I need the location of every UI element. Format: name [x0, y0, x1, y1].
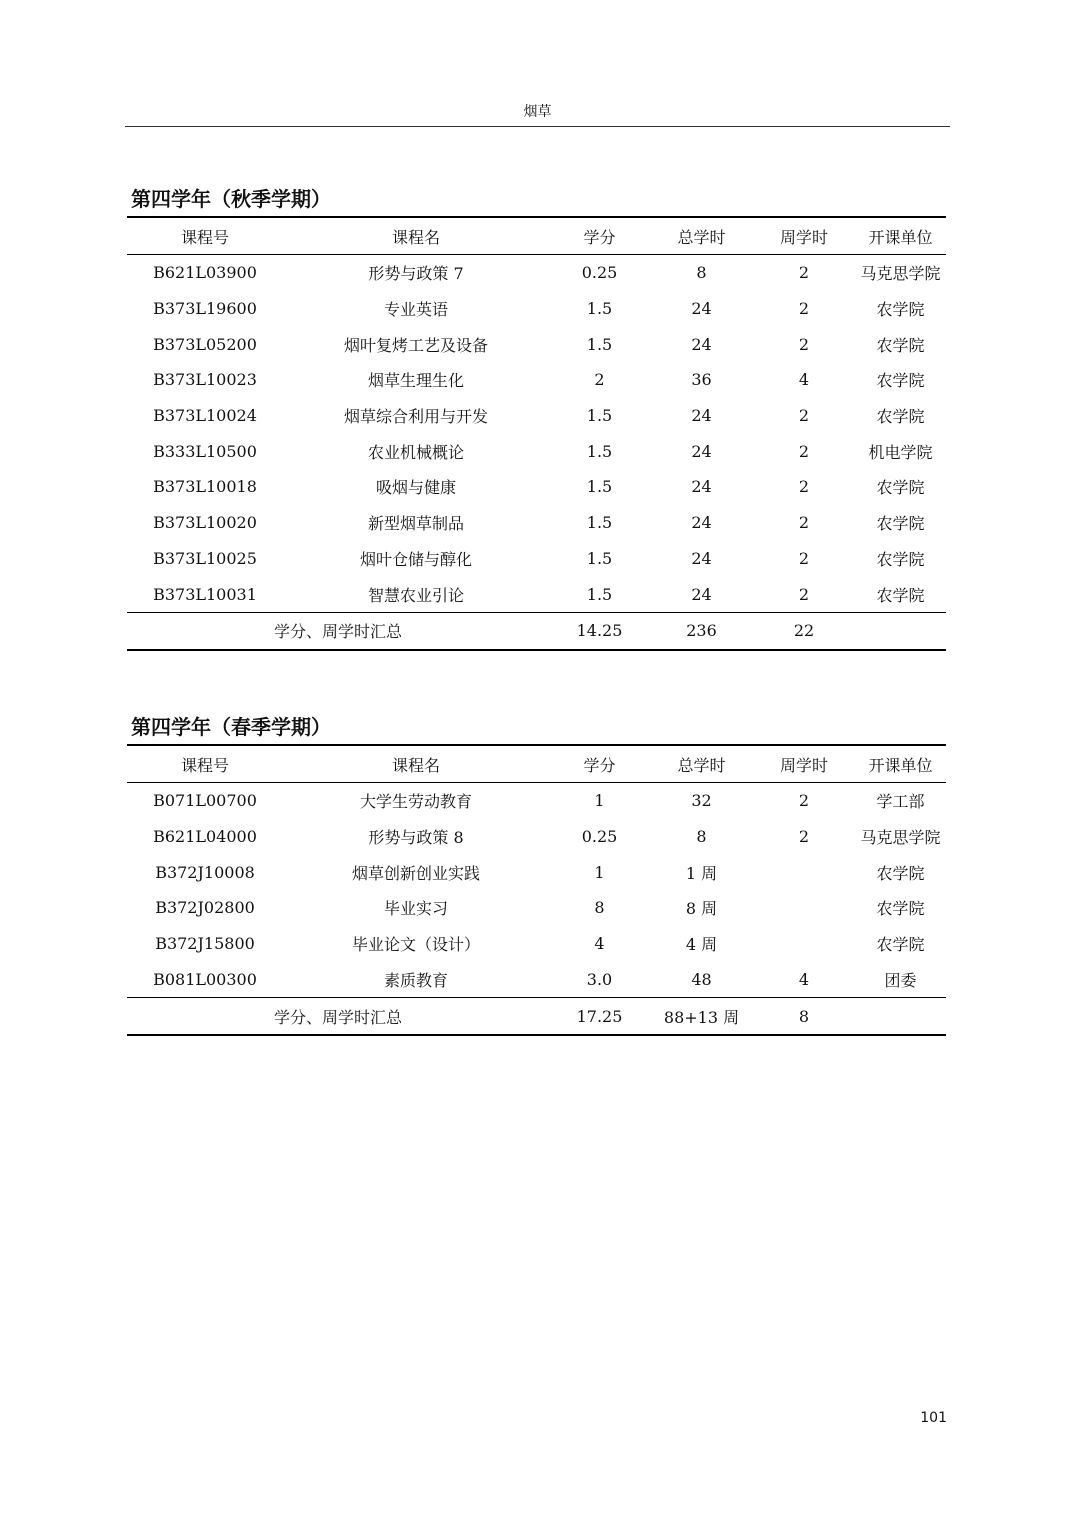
course-credit: 2	[594, 370, 605, 390]
page-number: 101	[920, 1410, 947, 1426]
course-unit: 农学院	[876, 549, 925, 569]
course-name: 新型烟草制品	[367, 514, 464, 534]
course-unit: 农学院	[876, 371, 925, 391]
spring-semester-section	[127, 710, 946, 1036]
column-header-unit: 开课单位	[868, 227, 933, 247]
course-credit: 1.5	[586, 513, 613, 533]
course-unit: 学工部	[876, 792, 925, 812]
course-credit: 1.5	[586, 441, 613, 461]
course-code: B081L00300	[153, 969, 257, 989]
course-credit: 1.5	[586, 477, 613, 497]
column-header-unit: 开课单位	[868, 755, 933, 775]
course-unit: 马克思学院	[860, 828, 941, 848]
summary-total-hours: 236	[686, 621, 717, 641]
course-weekly-hours	[753, 890, 855, 926]
course-code: B372J10008	[155, 862, 255, 882]
course-credit: 3.0	[586, 969, 613, 989]
summary-unit-empty	[855, 612, 946, 650]
course-name: 烟叶复烤工艺及设备	[343, 335, 488, 355]
column-header-credit: 学分	[583, 755, 616, 775]
course-unit: 团委	[884, 970, 917, 990]
summary-label: 学分、周学时汇总	[273, 1007, 402, 1027]
table-row	[127, 576, 946, 612]
course-name: 烟草生理生化	[367, 371, 464, 391]
column-header-weekly-hours: 周学时	[779, 227, 828, 247]
course-code: B621L03900	[153, 263, 257, 283]
course-total-hours: 36	[691, 370, 712, 390]
course-total-hours: 24	[691, 334, 712, 354]
course-name: 大学生劳动教育	[359, 792, 472, 812]
table-row	[127, 819, 946, 855]
course-code: B372J02800	[155, 898, 255, 918]
course-total-hours: 32	[691, 791, 712, 811]
running-header	[125, 100, 950, 127]
course-credit: 1.5	[586, 334, 613, 354]
course-credit: 1.5	[586, 584, 613, 604]
column-header-credit: 学分	[583, 227, 616, 247]
course-credit: 4	[594, 934, 605, 954]
table-row	[127, 541, 946, 577]
summary-label: 学分、周学时汇总	[273, 622, 402, 642]
column-header-name: 课程名	[391, 227, 440, 247]
course-unit: 农学院	[876, 585, 925, 605]
table-header-row	[127, 745, 946, 783]
autumn-semester-section	[127, 182, 946, 651]
table-row	[127, 362, 946, 398]
course-weekly-hours: 2	[798, 791, 810, 811]
course-total-hours: 24	[691, 584, 712, 604]
course-credit: 1	[594, 791, 605, 811]
table-header-row	[127, 217, 946, 255]
course-name: 智慧农业引论	[367, 585, 464, 605]
course-code: B333L10500	[153, 441, 257, 461]
course-unit: 马克思学院	[860, 264, 941, 284]
table-row	[127, 961, 946, 997]
table-row	[127, 291, 946, 327]
course-weekly-hours: 2	[798, 299, 810, 319]
table-row	[127, 505, 946, 541]
column-header-total-hours: 总学时	[677, 755, 726, 775]
course-credit: 0.25	[581, 827, 618, 847]
course-unit: 农学院	[876, 863, 925, 883]
course-code: B071L00700	[153, 791, 257, 811]
table-row	[127, 469, 946, 505]
table-row	[127, 890, 946, 926]
course-code: B373L19600	[153, 299, 257, 319]
course-total-hours: 4 周	[685, 935, 718, 955]
course-total-hours: 8	[696, 827, 707, 847]
course-weekly-hours: 4	[798, 969, 810, 989]
course-name: 烟草创新创业实践	[351, 863, 480, 883]
course-name: 素质教育	[383, 970, 448, 990]
course-total-hours: 24	[691, 477, 712, 497]
course-name: 形势与政策 8	[368, 828, 464, 848]
course-total-hours: 24	[691, 441, 712, 461]
spring-semester-title: 第四学年（春季学期）	[131, 715, 331, 739]
autumn-semester-title: 第四学年（秋季学期）	[131, 187, 331, 211]
column-header-total-hours: 总学时	[677, 227, 726, 247]
table-row	[127, 326, 946, 362]
course-name: 专业英语	[383, 300, 448, 320]
course-total-hours: 48	[691, 969, 712, 989]
course-weekly-hours	[753, 926, 855, 962]
course-unit: 农学院	[876, 407, 925, 427]
course-credit: 0.25	[581, 263, 618, 283]
course-total-hours: 24	[691, 299, 712, 319]
course-weekly-hours: 2	[798, 334, 810, 354]
course-total-hours: 24	[691, 406, 712, 426]
course-unit: 农学院	[876, 514, 925, 534]
course-code: B373L10020	[153, 513, 257, 533]
course-code: B372J15800	[155, 934, 255, 954]
course-name: 烟叶仓储与醇化	[359, 549, 472, 569]
course-unit: 农学院	[876, 335, 925, 355]
course-code: B373L10031	[153, 584, 257, 604]
course-weekly-hours: 4	[798, 370, 810, 390]
summary-credit: 17.25	[576, 1006, 623, 1026]
course-unit: 农学院	[876, 935, 925, 955]
course-name: 吸烟与健康	[375, 478, 456, 498]
course-weekly-hours: 2	[798, 827, 810, 847]
course-total-hours: 8 周	[685, 899, 718, 919]
course-weekly-hours: 2	[798, 406, 810, 426]
course-weekly-hours: 2	[798, 263, 810, 283]
summary-row	[127, 998, 946, 1036]
course-code: B621L04000	[153, 827, 257, 847]
course-total-hours: 24	[691, 513, 712, 533]
course-credit: 1.5	[586, 406, 613, 426]
course-credit: 1.5	[586, 548, 613, 568]
course-total-hours: 8	[696, 263, 707, 283]
table-row	[127, 783, 946, 819]
column-header-weekly-hours: 周学时	[779, 755, 828, 775]
summary-unit-empty	[855, 998, 946, 1036]
course-weekly-hours: 2	[798, 441, 810, 461]
course-code: B373L05200	[153, 334, 257, 354]
course-name: 毕业论文（设计）	[351, 935, 480, 955]
course-credit: 8	[594, 898, 605, 918]
course-unit: 农学院	[876, 478, 925, 498]
summary-weekly-hours: 22	[793, 621, 815, 641]
course-code: B373L10023	[153, 370, 257, 390]
table-row	[127, 926, 946, 962]
course-name: 烟草综合利用与开发	[343, 407, 488, 427]
autumn-course-table	[127, 216, 946, 651]
column-header-code: 课程号	[180, 755, 229, 775]
course-weekly-hours	[753, 854, 855, 890]
summary-credit: 14.25	[576, 621, 623, 641]
course-weekly-hours: 2	[798, 584, 810, 604]
course-unit: 农学院	[876, 899, 925, 919]
table-row	[127, 255, 946, 291]
summary-weekly-hours: 8	[798, 1006, 810, 1026]
course-code: B373L10018	[153, 477, 257, 497]
spring-course-table	[127, 744, 946, 1036]
course-name: 形势与政策 7	[368, 264, 464, 284]
column-header-code: 课程号	[180, 227, 229, 247]
summary-row	[127, 612, 946, 650]
course-total-hours: 24	[691, 548, 712, 568]
course-total-hours: 1 周	[685, 863, 718, 883]
course-name: 毕业实习	[383, 899, 448, 919]
course-code: B373L10024	[153, 406, 257, 426]
course-unit: 机电学院	[868, 442, 933, 462]
course-weekly-hours: 2	[798, 513, 810, 533]
course-name: 农业机械概论	[367, 442, 464, 462]
column-header-name: 课程名	[391, 755, 440, 775]
table-row	[127, 398, 946, 434]
summary-total-hours: 88+13 周	[663, 1007, 740, 1027]
running-header-title: 烟草	[523, 104, 552, 120]
course-credit: 1	[594, 862, 605, 882]
course-credit: 1.5	[586, 299, 613, 319]
course-code: B373L10025	[153, 548, 257, 568]
table-row	[127, 433, 946, 469]
table-row	[127, 854, 946, 890]
course-weekly-hours: 2	[798, 548, 810, 568]
course-unit: 农学院	[876, 300, 925, 320]
course-weekly-hours: 2	[798, 477, 810, 497]
